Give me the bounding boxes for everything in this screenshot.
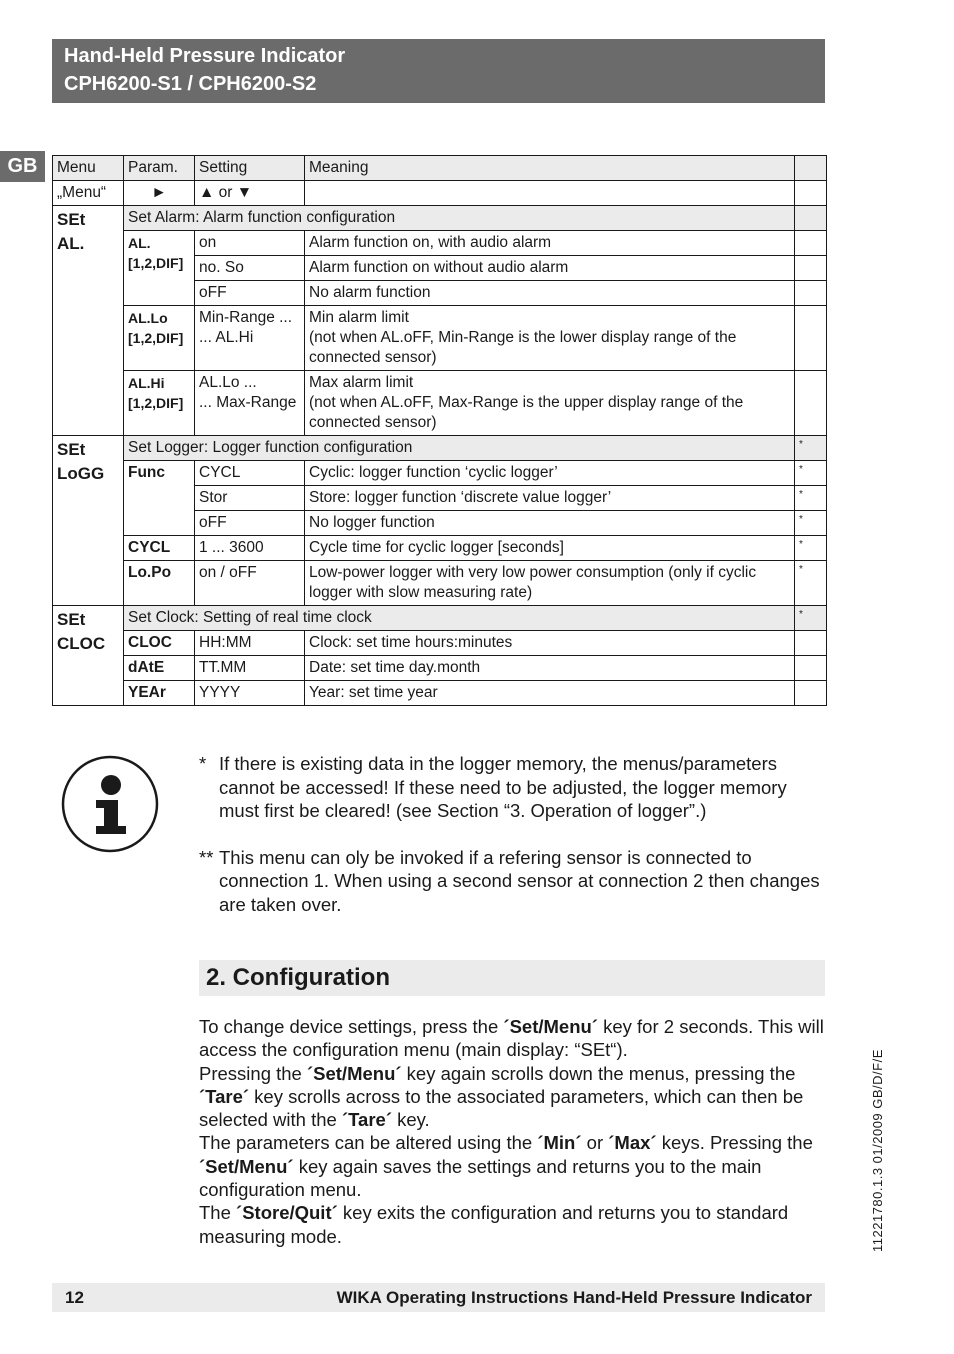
logger-section-row [53, 436, 827, 461]
nav-param-arrow: ► [124, 181, 195, 206]
col-header-setting: Setting [195, 156, 305, 181]
table-row: AL. [1,2,DIF] on Alarm function on, with audio alarm [53, 231, 827, 256]
table-row: dAtE TT.MM Date: set time day.month [53, 656, 827, 681]
page-number: 12 [65, 1288, 84, 1307]
table-row: Stor Store: logger function ‘discrete value logger’ * [53, 486, 827, 511]
paragraph: The parameters can be altered using the ´Min´ or ´Max´ keys. Pressing the ´Set/Menu´ key again saves the settings and returns you to the main configuration menu. [199, 1132, 813, 1201]
note-star: * [795, 436, 827, 461]
menu-set-logger: SEt LoGG [53, 436, 124, 606]
table-row: CYCL 1 ... 3600 Cycle time for cyclic logger [seconds] * [53, 536, 827, 561]
param-func: Func [124, 461, 195, 536]
body-text [199, 1015, 829, 1248]
col-header-param: Param. [124, 156, 195, 181]
alarm-section-row [53, 206, 827, 231]
table-header-row [53, 156, 827, 181]
nav-setting-arrows: ▲ or ▼ [195, 181, 305, 206]
nav-menu: „Menu“ [53, 181, 124, 206]
table-row: Func CYCL Cyclic: logger function ‘cyclic logger’ * [53, 461, 827, 486]
page-header [52, 39, 825, 103]
page-footer [52, 1283, 825, 1312]
nav-row [53, 181, 827, 206]
header-model: CPH6200-S1 / CPH6200-S2 [64, 73, 317, 95]
clock-section-row: SEt CLOC Set Clock: Setting of real time clock * [53, 606, 827, 631]
header-title: Hand-Held Pressure Indicator [64, 45, 346, 67]
table-row: Lo.Po on / oFF Low-power logger with very low power consumption (only if cyclic logger with slow measuring rate) * [53, 561, 827, 606]
table-row: oFF No alarm function [53, 281, 827, 306]
param-al-hi: AL.Hi [1,2,DIF] [124, 371, 195, 436]
footer-title: WIKA Operating Instructions Hand-Held Pressure Indicator [336, 1288, 812, 1307]
table-row: YEAr YYYY Year: set time year [53, 681, 827, 706]
menu-set-alarm: SEt AL. [53, 206, 124, 436]
clock-section-title: Set Clock: Setting of real time clock [124, 606, 795, 631]
param-cycl: CYCL [124, 536, 195, 561]
table-row: AL.Lo [1,2,DIF] Min-Range ... ... AL.Hi Min alarm limit (not when AL.oFF, Min-Range is the lower display range of the connected sensor) [53, 306, 827, 371]
paragraph: The ´Store/Quit´ key exits the configuration and returns you to standard measuring mode. [199, 1202, 789, 1247]
col-header-note [795, 156, 827, 181]
logger-section-title: Set Logger: Logger function configuration [124, 436, 795, 461]
section-heading: 2. Configuration [199, 960, 825, 996]
col-header-menu: Menu [53, 156, 124, 181]
language-tab: GB [0, 151, 45, 182]
table-row: CLOC HH:MM Clock: set time hours:minutes [53, 631, 827, 656]
table-row: oFF No logger function * [53, 511, 827, 536]
table-row: no. So Alarm function on without audio alarm [53, 256, 827, 281]
footnotes [199, 752, 827, 916]
info-icon [60, 754, 160, 854]
param-al-lo: AL.Lo [1,2,DIF] [124, 306, 195, 371]
menu-table [52, 155, 827, 706]
param-al: AL. [1,2,DIF] [124, 231, 195, 306]
document-code: 11221780.1.3 01/2009 GB/D/F/E [870, 1049, 885, 1252]
param-year: YEAr [124, 681, 195, 706]
alarm-section-title: Set Alarm: Alarm function configuration [124, 206, 795, 231]
param-date: dAtE [124, 656, 195, 681]
paragraph: Pressing the ´Set/Menu´ key again scrolls down the menus, pressing the ´Tare´ key scrolls across to the associated parameters, which can then be selected with the ´Tare´ key. [199, 1062, 804, 1131]
table-row: AL.Hi [1,2,DIF] AL.Lo ... ... Max-Range Max alarm limit (not when AL.oFF, Max-Range is the upper display range of the connected sensor) [53, 371, 827, 436]
col-header-meaning: Meaning [305, 156, 795, 181]
paragraph: To change device settings, press the ´Set/Menu´ key for 2 seconds. This will access the configuration menu (main display: “SEt“). [199, 1016, 824, 1061]
footnote-1: * If there is existing data in the logger memory, the menus/parameters cannot be accessed! If these need to be adjusted, the logger memory must first be cleared! (see Section “3. Operation of logger”.) [199, 753, 787, 821]
footnote-2: ** This menu can oly be invoked if a refering sensor is connected to connection 1. When using a second sensor at connection 2 then changes are taken over. [199, 846, 820, 915]
menu-set-clock: SEt CLOC [53, 606, 124, 706]
param-lo-po: Lo.Po [124, 561, 195, 606]
param-cloc: CLOC [124, 631, 195, 656]
